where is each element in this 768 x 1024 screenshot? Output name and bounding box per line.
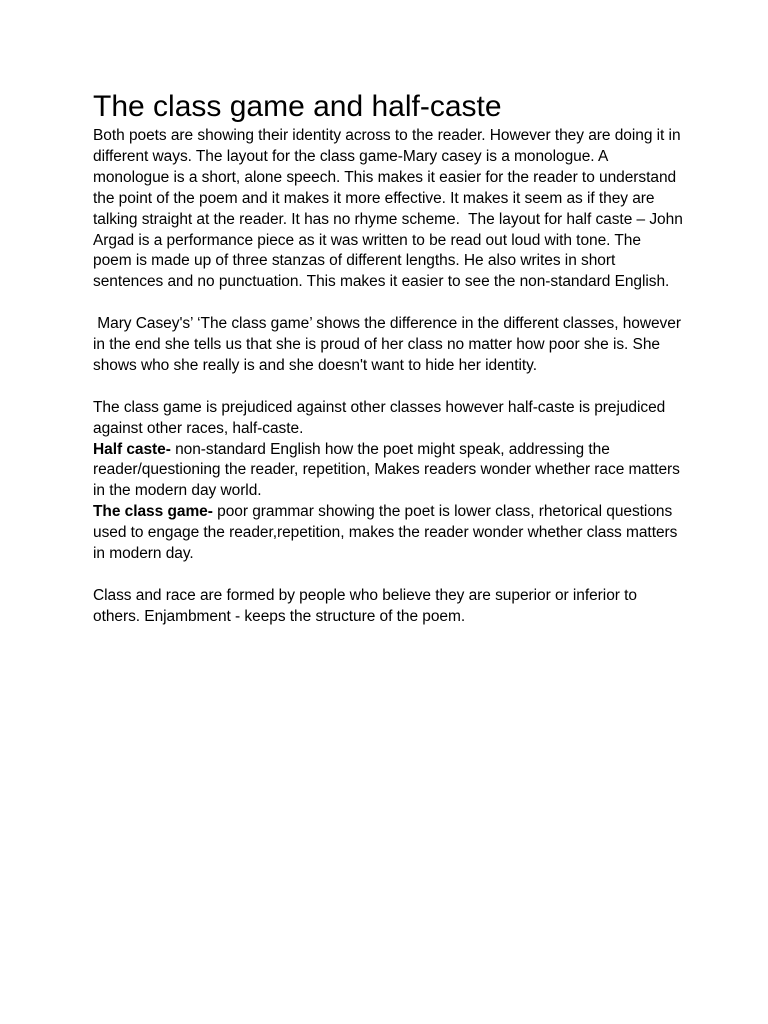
half-caste-notes-text: non-standard English how the poet might speak, addressing the reader/questioning the reader, repetition, Makes readers wonder whether race matters in the modern day world. (93, 440, 685, 500)
paragraph-mary-casey: Mary Casey's’ ‘The class game’ shows the difference in the different classes, however in the end she tells us that she is proud of her class no matter how poor she is. She shows who she really is and she doesn't want to hide her identity. (93, 315, 686, 374)
paragraph-half-caste-notes (93, 440, 683, 503)
paragraph-spacer (93, 565, 683, 586)
document-body (93, 126, 687, 628)
class-game-label: The class game- (93, 503, 213, 521)
paragraph-prejudice: The class game is prejudiced against other classes however half-caste is prejudiced against other races, half-caste. (93, 398, 670, 437)
half-caste-label: Half caste- (93, 440, 171, 458)
document-title: The class game and half-caste (93, 90, 502, 123)
document-content (93, 88, 687, 628)
class-game-notes-text: poor grammar showing the poet is lower class, rhetorical questions used to engage the reader,repetition, makes the reader wonder whether class matters in modern day. (93, 503, 682, 563)
paragraph-spacer (93, 377, 683, 398)
paragraph-class-game-notes (93, 502, 683, 565)
paragraph-layout-comparison: Both poets are showing their identity across to the reader. However they are doing it in different ways. The layout for the class game-Mary casey is a monologue. A monologue is a short, alone speech. This makes it easier for the reader to understand the point of the poem and it makes it more effective. It makes it seem as if they are talking straight at the reader. It has no rhyme scheme. The layout for half caste – John Argad is a performance piece as it was written to be read out loud with tone. The poem is made up of three stanzas of different lengths. He also writes in short sentences and no punctuation. This makes it easier to see the non-standard English. (93, 127, 687, 291)
paragraph-conclusion: Class and race are formed by people who believe they are superior or inferior to others. Enjambment - keeps the structure of the poem. (93, 586, 642, 625)
paragraph-spacer (93, 293, 683, 314)
